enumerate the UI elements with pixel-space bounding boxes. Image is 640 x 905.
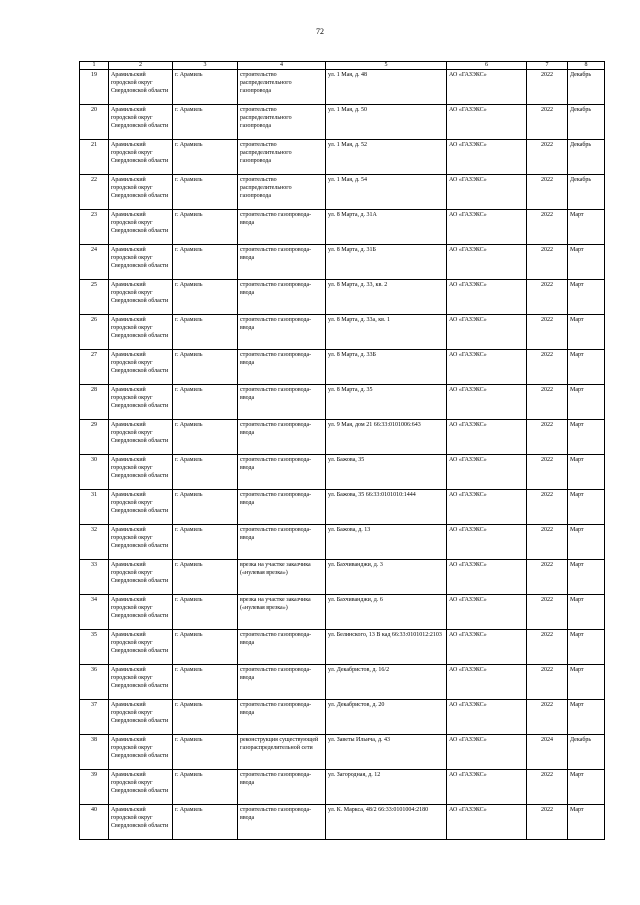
row-number: 25: [80, 280, 109, 315]
address-cell: ул. Заветы Ильича, д. 43: [326, 735, 447, 770]
locality-cell: г. Арамиль: [173, 70, 238, 105]
year-cell: 2022: [527, 175, 568, 210]
organization-cell: АО «ГАЗЭКС»: [447, 630, 527, 665]
row-number: 19: [80, 70, 109, 105]
district-cell: Арамильский городской округ Свердловской области: [109, 140, 173, 175]
month-cell: Март: [568, 700, 605, 735]
month-cell: Декабрь: [568, 105, 605, 140]
district-cell: Арамильский городской округ Свердловской области: [109, 455, 173, 490]
work-type-cell: строительство газопровода-ввода: [238, 455, 326, 490]
district-cell: Арамильский городской округ Свердловской области: [109, 175, 173, 210]
locality-cell: г. Арамиль: [173, 770, 238, 805]
address-cell: ул. 8 Марта, д. 31А: [326, 210, 447, 245]
district-cell: Арамильский городской округ Свердловской области: [109, 420, 173, 455]
organization-cell: АО «ГАЗЭКС»: [447, 245, 527, 280]
year-cell: 2022: [527, 770, 568, 805]
year-cell: 2022: [527, 700, 568, 735]
table-row: [80, 280, 605, 315]
work-type-cell: строительство газопровода-ввода: [238, 315, 326, 350]
address-cell: ул. Белинского, 13 В кад 66:33:0101012:2103: [326, 630, 447, 665]
district-cell: Арамильский городской округ Свердловской области: [109, 490, 173, 525]
locality-cell: г. Арамиль: [173, 245, 238, 280]
month-cell: Март: [568, 455, 605, 490]
work-type-cell: реконструкция существующей газораспределительной сети: [238, 735, 326, 770]
work-type-cell: строительство газопровода-ввода: [238, 770, 326, 805]
organization-cell: АО «ГАЗЭКС»: [447, 105, 527, 140]
column-number: 7: [527, 62, 568, 70]
month-cell: Март: [568, 385, 605, 420]
year-cell: 2022: [527, 350, 568, 385]
table-row: [80, 140, 605, 175]
address-cell: ул. 1 Мая, д. 54: [326, 175, 447, 210]
column-number: 2: [109, 62, 173, 70]
district-cell: Арамильский городской округ Свердловской области: [109, 350, 173, 385]
year-cell: 2022: [527, 525, 568, 560]
column-number: 5: [326, 62, 447, 70]
address-cell: ул. 8 Марта, д. 33, кв. 2: [326, 280, 447, 315]
table-row: [80, 665, 605, 700]
month-cell: Март: [568, 805, 605, 840]
table-row: [80, 595, 605, 630]
table-row: [80, 455, 605, 490]
district-cell: Арамильский городской округ Свердловской области: [109, 210, 173, 245]
row-number: 36: [80, 665, 109, 700]
address-cell: ул. Бахчиванджи, д. 6: [326, 595, 447, 630]
row-number: 35: [80, 630, 109, 665]
address-cell: ул. 8 Марта, д. 33а, кв. 1: [326, 315, 447, 350]
address-cell: ул. Бахчиванджи, д. 3: [326, 560, 447, 595]
address-cell: ул. 8 Марта, д. 33Б: [326, 350, 447, 385]
organization-cell: АО «ГАЗЭКС»: [447, 70, 527, 105]
organization-cell: АО «ГАЗЭКС»: [447, 665, 527, 700]
month-cell: Март: [568, 665, 605, 700]
district-cell: Арамильский городской округ Свердловской области: [109, 525, 173, 560]
work-type-cell: строительство газопровода-ввода: [238, 385, 326, 420]
table-row: [80, 175, 605, 210]
year-cell: 2022: [527, 630, 568, 665]
district-cell: Арамильский городской округ Свердловской области: [109, 595, 173, 630]
row-number: 26: [80, 315, 109, 350]
locality-cell: г. Арамиль: [173, 700, 238, 735]
month-cell: Март: [568, 770, 605, 805]
row-number: 27: [80, 350, 109, 385]
row-number: 40: [80, 805, 109, 840]
month-cell: Декабрь: [568, 140, 605, 175]
district-cell: Арамильский городской округ Свердловской области: [109, 700, 173, 735]
district-cell: Арамильский городской округ Свердловской области: [109, 735, 173, 770]
work-type-cell: строительство распределительного газопровода: [238, 105, 326, 140]
organization-cell: АО «ГАЗЭКС»: [447, 490, 527, 525]
row-number: 37: [80, 700, 109, 735]
locality-cell: г. Арамиль: [173, 420, 238, 455]
month-cell: Март: [568, 420, 605, 455]
year-cell: 2022: [527, 455, 568, 490]
address-cell: ул. Загородная, д. 12: [326, 770, 447, 805]
table-row: [80, 385, 605, 420]
district-cell: Арамильский городской округ Свердловской области: [109, 560, 173, 595]
locality-cell: г. Арамиль: [173, 595, 238, 630]
year-cell: 2022: [527, 70, 568, 105]
locality-cell: г. Арамиль: [173, 525, 238, 560]
locality-cell: г. Арамиль: [173, 315, 238, 350]
organization-cell: АО «ГАЗЭКС»: [447, 805, 527, 840]
table-row: [80, 210, 605, 245]
work-type-cell: строительство газопровода-ввода: [238, 490, 326, 525]
column-number: 8: [568, 62, 605, 70]
column-number: 4: [238, 62, 326, 70]
month-cell: Март: [568, 210, 605, 245]
year-cell: 2022: [527, 805, 568, 840]
address-cell: ул. Бажова, д. 13: [326, 525, 447, 560]
row-number: 22: [80, 175, 109, 210]
organization-cell: АО «ГАЗЭКС»: [447, 595, 527, 630]
organization-cell: АО «ГАЗЭКС»: [447, 385, 527, 420]
year-cell: 2022: [527, 210, 568, 245]
month-cell: Март: [568, 490, 605, 525]
table-row: [80, 105, 605, 140]
work-type-cell: строительство распределительного газопровода: [238, 175, 326, 210]
year-cell: 2022: [527, 245, 568, 280]
year-cell: 2022: [527, 315, 568, 350]
work-type-cell: строительство распределительного газопровода: [238, 140, 326, 175]
district-cell: Арамильский городской округ Свердловской области: [109, 315, 173, 350]
work-type-cell: строительство газопровода-ввода: [238, 525, 326, 560]
month-cell: Март: [568, 280, 605, 315]
row-number: 29: [80, 420, 109, 455]
table-row: [80, 805, 605, 840]
column-number: 6: [447, 62, 527, 70]
locality-cell: г. Арамиль: [173, 175, 238, 210]
year-cell: 2022: [527, 280, 568, 315]
row-number: 31: [80, 490, 109, 525]
organization-cell: АО «ГАЗЭКС»: [447, 735, 527, 770]
locality-cell: г. Арамиль: [173, 490, 238, 525]
year-cell: 2022: [527, 105, 568, 140]
work-type-cell: строительство газопровода-ввода: [238, 805, 326, 840]
table-row: [80, 420, 605, 455]
locality-cell: г. Арамиль: [173, 350, 238, 385]
organization-cell: АО «ГАЗЭКС»: [447, 175, 527, 210]
organization-cell: АО «ГАЗЭКС»: [447, 700, 527, 735]
address-cell: ул. Бажова, 35: [326, 455, 447, 490]
district-cell: Арамильский городской округ Свердловской области: [109, 105, 173, 140]
district-cell: Арамильский городской округ Свердловской области: [109, 630, 173, 665]
address-cell: ул. 1 Мая, д. 48: [326, 70, 447, 105]
row-number: 30: [80, 455, 109, 490]
month-cell: Декабрь: [568, 735, 605, 770]
year-cell: 2024: [527, 735, 568, 770]
month-cell: Март: [568, 595, 605, 630]
locality-cell: г. Арамиль: [173, 385, 238, 420]
address-cell: ул. К. Маркса, 48/2 66:33:0101004:2180: [326, 805, 447, 840]
work-type-cell: строительство газопровода-ввода: [238, 665, 326, 700]
locality-cell: г. Арамиль: [173, 455, 238, 490]
address-cell: ул. 1 Мая, д. 52: [326, 140, 447, 175]
row-number: 34: [80, 595, 109, 630]
locality-cell: г. Арамиль: [173, 105, 238, 140]
address-cell: ул. Бажова, 35 66:33:0101010:1444: [326, 490, 447, 525]
organization-cell: АО «ГАЗЭКС»: [447, 140, 527, 175]
address-cell: ул. 8 Марта, д. 31Б: [326, 245, 447, 280]
table-row: [80, 770, 605, 805]
month-cell: Март: [568, 525, 605, 560]
locality-cell: г. Арамиль: [173, 630, 238, 665]
district-cell: Арамильский городской округ Свердловской области: [109, 70, 173, 105]
organization-cell: АО «ГАЗЭКС»: [447, 455, 527, 490]
column-number-row: [80, 62, 605, 70]
organization-cell: АО «ГАЗЭКС»: [447, 420, 527, 455]
table-row: [80, 630, 605, 665]
year-cell: 2022: [527, 560, 568, 595]
year-cell: 2022: [527, 420, 568, 455]
row-number: 28: [80, 385, 109, 420]
address-cell: ул. Декабристов, д. 16/2: [326, 665, 447, 700]
locality-cell: г. Арамиль: [173, 140, 238, 175]
row-number: 32: [80, 525, 109, 560]
locality-cell: г. Арамиль: [173, 805, 238, 840]
row-number: 20: [80, 105, 109, 140]
row-number: 38: [80, 735, 109, 770]
district-cell: Арамильский городской округ Свердловской области: [109, 385, 173, 420]
organization-cell: АО «ГАЗЭКС»: [447, 770, 527, 805]
organization-cell: АО «ГАЗЭКС»: [447, 525, 527, 560]
table-row: [80, 70, 605, 105]
address-cell: ул. 1 Мая, д. 50: [326, 105, 447, 140]
table-row: [80, 525, 605, 560]
row-number: 24: [80, 245, 109, 280]
locality-cell: г. Арамиль: [173, 280, 238, 315]
year-cell: 2022: [527, 385, 568, 420]
district-cell: Арамильский городской округ Свердловской области: [109, 805, 173, 840]
month-cell: Март: [568, 315, 605, 350]
row-number: 39: [80, 770, 109, 805]
month-cell: Март: [568, 630, 605, 665]
table-row: [80, 245, 605, 280]
month-cell: Декабрь: [568, 175, 605, 210]
year-cell: 2022: [527, 490, 568, 525]
organization-cell: АО «ГАЗЭКС»: [447, 560, 527, 595]
locality-cell: г. Арамиль: [173, 560, 238, 595]
year-cell: 2022: [527, 595, 568, 630]
work-type-cell: врезка на участке заказчика («нулевая врезка»): [238, 595, 326, 630]
work-type-cell: строительство газопровода-ввода: [238, 210, 326, 245]
month-cell: Март: [568, 560, 605, 595]
locality-cell: г. Арамиль: [173, 665, 238, 700]
table-row: [80, 700, 605, 735]
organization-cell: АО «ГАЗЭКС»: [447, 315, 527, 350]
district-cell: Арамильский городской округ Свердловской области: [109, 665, 173, 700]
gas-works-table: [79, 61, 605, 840]
table-row: [80, 735, 605, 770]
organization-cell: АО «ГАЗЭКС»: [447, 350, 527, 385]
district-cell: Арамильский городской округ Свердловской области: [109, 770, 173, 805]
table-row: [80, 315, 605, 350]
work-type-cell: врезка на участке заказчика («нулевая врезка»): [238, 560, 326, 595]
organization-cell: АО «ГАЗЭКС»: [447, 280, 527, 315]
month-cell: Март: [568, 245, 605, 280]
table-row: [80, 490, 605, 525]
locality-cell: г. Арамиль: [173, 210, 238, 245]
organization-cell: АО «ГАЗЭКС»: [447, 210, 527, 245]
row-number: 33: [80, 560, 109, 595]
month-cell: Март: [568, 350, 605, 385]
work-type-cell: строительство газопровода-ввода: [238, 350, 326, 385]
work-type-cell: строительство газопровода-ввода: [238, 280, 326, 315]
work-type-cell: строительство газопровода-ввода: [238, 420, 326, 455]
locality-cell: г. Арамиль: [173, 735, 238, 770]
work-type-cell: строительство газопровода-ввода: [238, 245, 326, 280]
month-cell: Декабрь: [568, 70, 605, 105]
row-number: 21: [80, 140, 109, 175]
year-cell: 2022: [527, 665, 568, 700]
district-cell: Арамильский городской округ Свердловской области: [109, 280, 173, 315]
work-type-cell: строительство распределительного газопровода: [238, 70, 326, 105]
page-number: 72: [316, 27, 324, 36]
table-row: [80, 350, 605, 385]
column-number: 1: [80, 62, 109, 70]
address-cell: ул. Декабристов, д. 20: [326, 700, 447, 735]
row-number: 23: [80, 210, 109, 245]
table-row: [80, 560, 605, 595]
column-number: 3: [173, 62, 238, 70]
work-type-cell: строительство газопровода-ввода: [238, 630, 326, 665]
year-cell: 2022: [527, 140, 568, 175]
district-cell: Арамильский городской округ Свердловской области: [109, 245, 173, 280]
address-cell: ул. 8 Марта, д. 35: [326, 385, 447, 420]
work-type-cell: строительство газопровода-ввода: [238, 700, 326, 735]
address-cell: ул. 9 Мая, дом 21 66:33:0101006:643: [326, 420, 447, 455]
